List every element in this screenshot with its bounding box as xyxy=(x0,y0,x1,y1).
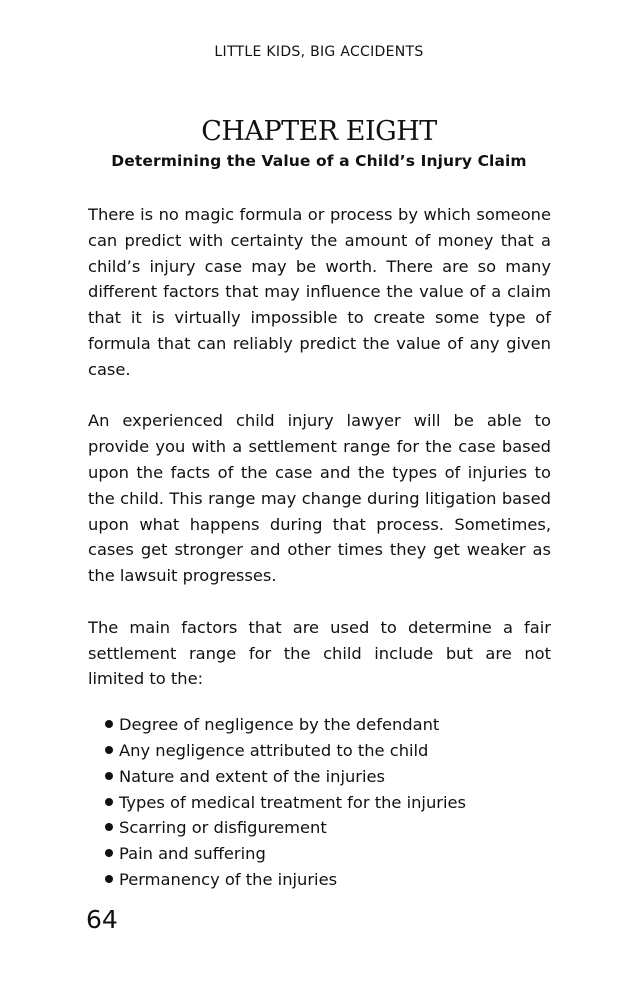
bullet-icon xyxy=(105,823,113,831)
list-item-text: Permanency of the injuries xyxy=(119,869,338,889)
list-item-text: Pain and suffering xyxy=(119,844,266,864)
bullet-icon xyxy=(105,746,113,754)
chapter-subtitle: Determining the Value of a Child’s Injury Claim xyxy=(111,152,527,170)
factor-list xyxy=(88,712,551,893)
bullet-icon xyxy=(105,772,113,780)
list-item-text: Nature and extent of the injuries xyxy=(119,766,386,786)
bullet-icon xyxy=(105,798,113,806)
list-item xyxy=(105,841,551,867)
list-item-text: Any negligence attributed to the child xyxy=(119,740,429,760)
list-item xyxy=(105,790,551,816)
list-item xyxy=(105,815,551,841)
list-item xyxy=(105,712,551,738)
list-item xyxy=(105,738,551,764)
running-header: LITTLE KIDS, BIG ACCIDENTS xyxy=(214,44,424,60)
list-item xyxy=(105,764,551,790)
bullet-icon xyxy=(105,849,113,857)
list-item-text: Types of medical treatment for the injuries xyxy=(119,792,466,812)
bullet-icon xyxy=(105,720,113,728)
list-item-text: Degree of negligence by the defendant xyxy=(119,715,440,735)
paragraph-factors: The main factors that are used to determine a fair settlement range for the child include but are not limited to the: xyxy=(88,617,551,689)
page-number: 64 xyxy=(86,905,118,934)
list-item xyxy=(105,867,551,893)
paragraph-intro: There is no magic formula or process by which someone can predict with certainty the amount of money that a child’s injury case may be worth. There are so many different factors that may influence the value of a claim that it is virtually impossible to create some type of formula that can reliably predict the value of any given case. xyxy=(88,205,551,379)
bullet-icon xyxy=(105,875,113,883)
body-text xyxy=(88,202,551,893)
chapter-title: CHAPTER EIGHT xyxy=(201,116,437,147)
list-item-text: Scarring or disfigurement xyxy=(119,818,327,838)
paragraph-lawyer: An experienced child injury lawyer will be able to provide you with a settlement range for the case based upon the facts of the case and the types of injuries to the child. This range may change during litigation based upon what happens during that process. Sometimes, cases get stronger and other times they get weaker as the lawsuit progresses. xyxy=(88,411,551,586)
